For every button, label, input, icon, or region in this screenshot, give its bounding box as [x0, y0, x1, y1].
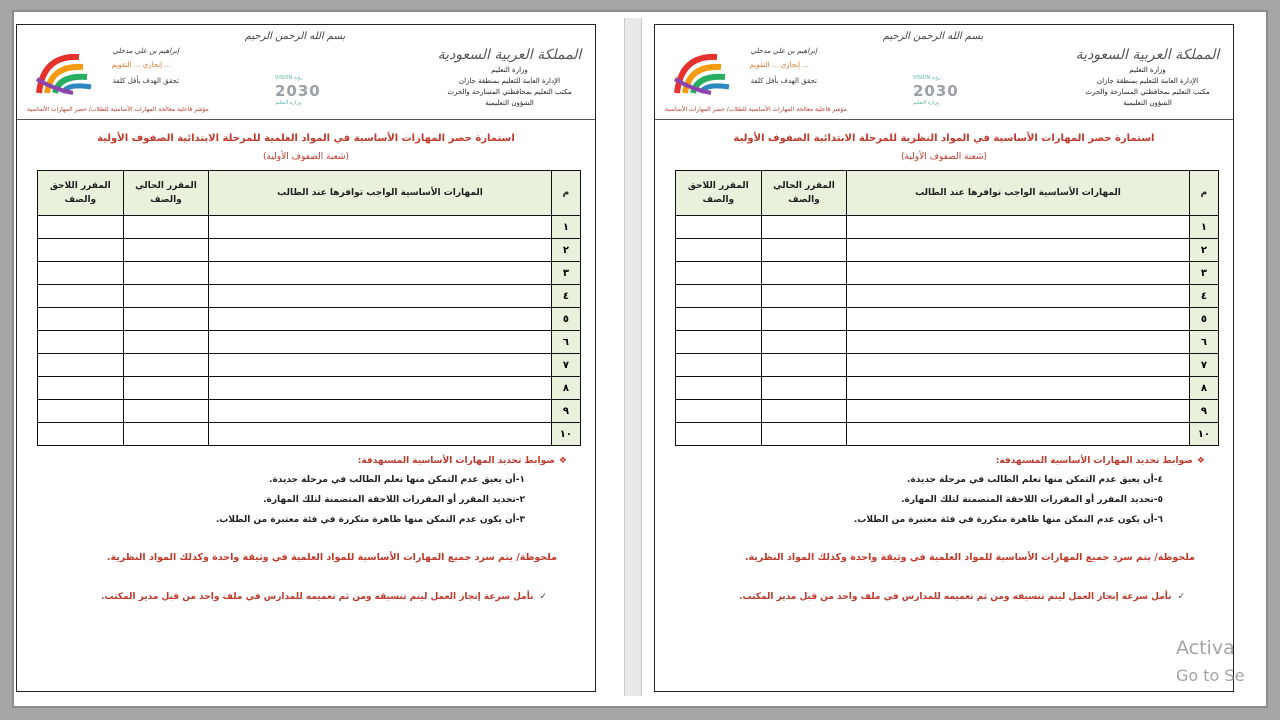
- cell-next[interactable]: [38, 400, 124, 423]
- colorful-arcs-icon: [671, 49, 735, 97]
- general-admin: الإدارة العامة للتعليم بمنطقة جازان: [1096, 77, 1199, 85]
- cell-current[interactable]: [761, 285, 847, 308]
- row-number: ٦: [551, 331, 580, 354]
- general-admin: الإدارة العامة للتعليم بمنطقة جازان: [458, 77, 561, 85]
- request-text: نأمل سرعة إنجاز العمل ليتم تنسيقه ومن ثم تعميمه للمدارس في ملف واحد من قبل مدير المكتب.: [101, 592, 534, 602]
- row-number: ٣: [551, 262, 580, 285]
- row-number: ١: [1189, 216, 1218, 239]
- cell-next[interactable]: [676, 400, 762, 423]
- cell-next[interactable]: [676, 216, 762, 239]
- request-text: نأمل سرعة إنجاز العمل ليتم تنسيقه ومن ثم تعميمه للمدارس في ملف واحد من قبل مدير المكتب.: [739, 592, 1172, 602]
- cell-skill[interactable]: [847, 423, 1189, 446]
- row-number: ٤: [551, 285, 580, 308]
- request-line: [669, 592, 1205, 602]
- row-number: ٨: [1189, 377, 1218, 400]
- criteria-heading: [669, 456, 1205, 466]
- criteria-section: [31, 456, 567, 525]
- criteria-item: ٢-تحديد المقرر أو المقررات اللاحقة المتضمنة لتلك المهارة.: [263, 495, 525, 505]
- note-text: ملحوظة/ يتم سرد جميع المهارات الأساسية للمواد العلمية في وثيقة واحدة وكذلك المواد النظرية.: [106, 552, 557, 563]
- table-row: [38, 308, 581, 331]
- ministry-name: وزارة التعليم: [491, 66, 528, 74]
- kingdom-name: المملكة العربية السعودية: [1075, 47, 1220, 63]
- cell-skill[interactable]: [209, 239, 551, 262]
- cell-skill[interactable]: [209, 285, 551, 308]
- cell-next[interactable]: [676, 354, 762, 377]
- ministry-block: [432, 45, 587, 109]
- vision-ministry: وزارة التعليم: [913, 100, 940, 106]
- col-number: م: [1189, 171, 1218, 216]
- table-row: [676, 423, 1219, 446]
- cell-skill[interactable]: [847, 331, 1189, 354]
- cell-current[interactable]: [123, 308, 209, 331]
- ministry-block: [1070, 45, 1225, 109]
- table-row: [676, 377, 1219, 400]
- cell-next[interactable]: [676, 423, 762, 446]
- checkmark-icon: ✓: [1177, 592, 1185, 602]
- cell-next[interactable]: [38, 239, 124, 262]
- table-row: [676, 262, 1219, 285]
- col-next-course: المقرر اللاحق والصف: [676, 171, 762, 216]
- table-row: [676, 239, 1219, 262]
- basmala: بسم الله الرحمن الرحيم: [882, 31, 984, 42]
- cell-next[interactable]: [676, 285, 762, 308]
- table-row: [676, 331, 1219, 354]
- row-number: ٩: [551, 400, 580, 423]
- cell-skill[interactable]: [847, 308, 1189, 331]
- table-row: [38, 423, 581, 446]
- cell-next[interactable]: [38, 262, 124, 285]
- cell-next[interactable]: [38, 377, 124, 400]
- criteria-heading-text: ضوابط تحديد المهارات الأساسية المستهدفة:: [357, 456, 555, 466]
- table-header-row: [676, 171, 1219, 216]
- cell-skill[interactable]: [209, 308, 551, 331]
- cell-skill[interactable]: [209, 262, 551, 285]
- diamond-bullet-icon: ❖: [558, 456, 567, 466]
- criteria-heading: [31, 456, 567, 466]
- form-title: استمارة حصر المهارات الأساسية في المواد العلمية للمرحلة الابتدائية الصفوف الأولية: [97, 133, 515, 144]
- cell-skill[interactable]: [209, 331, 551, 354]
- cell-next[interactable]: [676, 239, 762, 262]
- initiative-caption: مؤشر فاعلية معالجة المهارات الأساسية للطلاب/ حصر المهارات الأساسية: [27, 106, 209, 113]
- cell-current[interactable]: [123, 239, 209, 262]
- table-row: [676, 354, 1219, 377]
- activation-watermark: [1176, 634, 1244, 690]
- table-row: [676, 308, 1219, 331]
- row-number: ٩: [1189, 400, 1218, 423]
- row-number: ١: [551, 216, 580, 239]
- request-line: [31, 592, 567, 602]
- form-subtitle: (شعبة الصفوف الأولية): [262, 152, 349, 162]
- row-number: ٧: [1189, 354, 1218, 377]
- note-text: ملحوظة/ يتم سرد جميع المهارات الأساسية للمواد العلمية في وثيقة واحدة وكذلك المواد النظرية.: [744, 552, 1195, 563]
- cell-current[interactable]: [123, 354, 209, 377]
- cell-current[interactable]: [123, 331, 209, 354]
- vision-label: VISION رؤية: [913, 75, 941, 81]
- cell-skill[interactable]: [209, 377, 551, 400]
- page-header: [17, 25, 595, 120]
- row-number: ٥: [1189, 308, 1218, 331]
- cell-current[interactable]: [761, 354, 847, 377]
- skills-table: [675, 170, 1219, 446]
- colorful-arcs-icon: [33, 49, 97, 97]
- table-row: [38, 400, 581, 423]
- kingdom-name: المملكة العربية السعودية: [437, 47, 582, 63]
- table-row: [676, 400, 1219, 423]
- vision-number: 2030: [913, 82, 959, 100]
- criteria-item: ٤-أن يعيق عدم التمكن منها تعلم الطالب في مرحلة جديدة.: [907, 475, 1163, 485]
- table-header-row: [38, 171, 581, 216]
- cell-current[interactable]: [123, 377, 209, 400]
- cell-next[interactable]: [38, 423, 124, 446]
- cell-current[interactable]: [123, 400, 209, 423]
- table-row: [676, 285, 1219, 308]
- page-header: [655, 25, 1233, 120]
- col-skills: المهارات الأساسية الواجب توافرها عند الطالب: [209, 171, 551, 216]
- row-number: ٧: [551, 354, 580, 377]
- checkmark-icon: ✓: [539, 592, 547, 602]
- criteria-item: ٣-أن يكون عدم التمكن منها ظاهرة متكررة في فئة معتبرة من الطلاب.: [215, 515, 525, 525]
- initiative-logo: [671, 49, 821, 99]
- col-current-course: المقرر الحالي والصف: [123, 171, 209, 216]
- slogan-bottom: تحقق الهدف بأقل كلفة: [112, 77, 179, 85]
- document-page-right: [654, 24, 1234, 692]
- cell-skill[interactable]: [209, 400, 551, 423]
- cell-skill[interactable]: [847, 262, 1189, 285]
- cell-next[interactable]: [38, 308, 124, 331]
- cell-current[interactable]: [761, 331, 847, 354]
- cell-current[interactable]: [761, 400, 847, 423]
- table-row: [38, 285, 581, 308]
- cell-next[interactable]: [38, 285, 124, 308]
- table-row: [38, 216, 581, 239]
- watermark-line-1: Activa: [1176, 637, 1235, 659]
- cell-current[interactable]: [123, 285, 209, 308]
- cell-skill[interactable]: [847, 354, 1189, 377]
- cell-next[interactable]: [38, 216, 124, 239]
- col-next-course: المقرر اللاحق والصف: [38, 171, 124, 216]
- author-name: إبراهيم بن علي مدخلي: [112, 47, 179, 55]
- vision-label: VISION رؤية: [275, 75, 303, 81]
- skills-table: [37, 170, 581, 446]
- cell-skill[interactable]: [209, 423, 551, 446]
- cell-current[interactable]: [123, 262, 209, 285]
- affairs-name: الشؤون التعليمية: [485, 99, 534, 107]
- cell-current[interactable]: [761, 262, 847, 285]
- diamond-bullet-icon: ❖: [1196, 456, 1205, 466]
- cell-current[interactable]: [761, 216, 847, 239]
- table-row: [38, 262, 581, 285]
- criteria-item: ٦-أن يكون عدم التمكن منها ظاهرة متكررة في فئة معتبرة من الطلاب.: [853, 515, 1163, 525]
- office-name: مكتب التعليم بمحافظتي المسارحة والحرث: [1085, 88, 1210, 96]
- table-row: [38, 377, 581, 400]
- form-subtitle: (شعبة الصفوف الأولية): [900, 152, 987, 162]
- cell-next[interactable]: [38, 331, 124, 354]
- cell-skill[interactable]: [209, 354, 551, 377]
- cell-next[interactable]: [676, 262, 762, 285]
- col-current-course: المقرر الحالي والصف: [761, 171, 847, 216]
- row-number: ٣: [1189, 262, 1218, 285]
- cell-current[interactable]: [123, 216, 209, 239]
- table-row: [676, 216, 1219, 239]
- table-row: [38, 354, 581, 377]
- row-number: ٥: [551, 308, 580, 331]
- criteria-heading-text: ضوابط تحديد المهارات الأساسية المستهدفة:: [995, 456, 1193, 466]
- row-number: ٦: [1189, 331, 1218, 354]
- cell-next[interactable]: [676, 308, 762, 331]
- row-number: ٤: [1189, 285, 1218, 308]
- author-name: إبراهيم بن علي مدخلي: [750, 47, 817, 55]
- row-number: ١٠: [551, 423, 580, 446]
- cell-skill[interactable]: [209, 216, 551, 239]
- cell-skill[interactable]: [847, 216, 1189, 239]
- row-number: ٢: [551, 239, 580, 262]
- vision-2030-logo: [275, 75, 335, 109]
- row-number: ٨: [551, 377, 580, 400]
- vision-ministry: وزارة التعليم: [275, 100, 302, 106]
- row-number: ٢: [1189, 239, 1218, 262]
- slogan-top: إنجازي ... التقويم ...: [111, 61, 171, 69]
- cell-current[interactable]: [761, 377, 847, 400]
- cell-next[interactable]: [38, 354, 124, 377]
- row-number: ١٠: [1189, 423, 1218, 446]
- vision-number: 2030: [275, 82, 321, 100]
- cell-skill[interactable]: [847, 239, 1189, 262]
- watermark-line-2: Go to Se: [1176, 666, 1245, 685]
- criteria-item: ٥-تحديد المقرر أو المقررات اللاحقة المتضمنة لتلك المهارة.: [901, 495, 1163, 505]
- cell-current[interactable]: [123, 423, 209, 446]
- criteria-item: ١-أن يعيق عدم التمكن منها تعلم الطالب في مرحلة جديدة.: [269, 475, 525, 485]
- page-gutter: [624, 18, 642, 696]
- affairs-name: الشؤون التعليمية: [1123, 99, 1172, 107]
- ministry-name: وزارة التعليم: [1129, 66, 1166, 74]
- form-title: استمارة حصر المهارات الأساسية في المواد النظرية للمرحلة الابتدائية الصفوف الأولية: [733, 133, 1155, 144]
- col-skills: المهارات الأساسية الواجب توافرها عند الطالب: [847, 171, 1189, 216]
- slogan-top: إنجازي ... التقويم ...: [749, 61, 809, 69]
- criteria-section: [669, 456, 1205, 525]
- cell-next[interactable]: [676, 377, 762, 400]
- document-page-left: [16, 24, 596, 692]
- cell-skill[interactable]: [847, 285, 1189, 308]
- cell-skill[interactable]: [847, 400, 1189, 423]
- table-row: [38, 331, 581, 354]
- vision-2030-logo: [913, 75, 973, 109]
- cell-current[interactable]: [761, 239, 847, 262]
- initiative-caption: مؤشر فاعلية معالجة المهارات الأساسية للطلاب/ حصر المهارات الأساسية: [665, 106, 847, 113]
- initiative-logo: [33, 49, 183, 99]
- slogan-bottom: تحقق الهدف بأقل كلفة: [750, 77, 817, 85]
- cell-current[interactable]: [761, 423, 847, 446]
- cell-next[interactable]: [676, 331, 762, 354]
- office-name: مكتب التعليم بمحافظتي المسارحة والحرث: [447, 88, 572, 96]
- col-number: م: [551, 171, 580, 216]
- basmala: بسم الله الرحمن الرحيم: [244, 31, 346, 42]
- cell-current[interactable]: [761, 308, 847, 331]
- table-row: [38, 239, 581, 262]
- cell-skill[interactable]: [847, 377, 1189, 400]
